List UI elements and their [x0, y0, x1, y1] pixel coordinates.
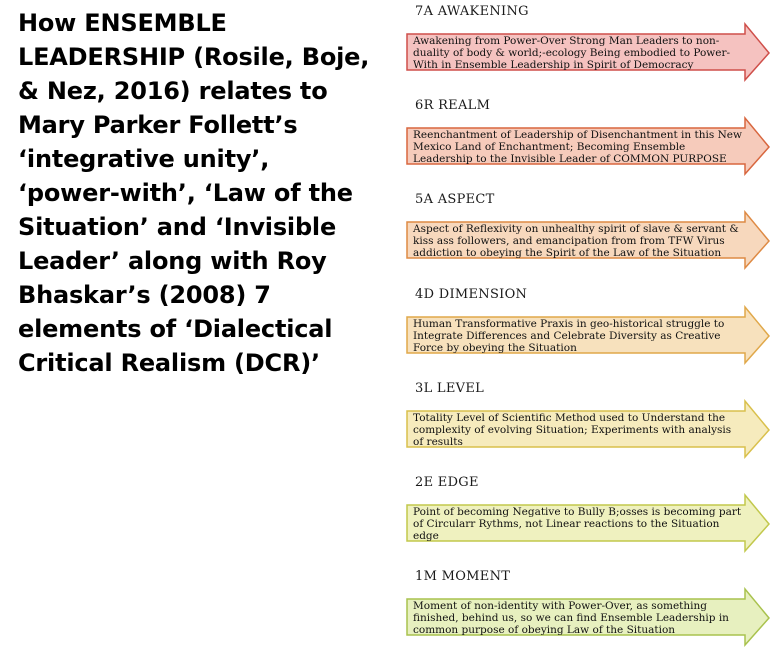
level-description: Awakening from Power-Over Strong Man Leaders to non-duality of body & world;-ecology Being embodied to Power-With in Ensemble Leadership in Spirit of Democracy	[413, 35, 731, 71]
level-5a-aspect	[405, 188, 772, 282]
diagram-title: How ENSEMBLE LEADERSHIP (Rosile, Boje, & Nez, 2016) relates to Mary Parker Follett’s ‘integrative unity’, ‘power-with’, ‘Law of the Situation’ and ‘Invisible Leader’ along with Roy Bhaskar’s (2008) 7 elements of ‘Dialectical Critical Realism (DCR)’	[18, 9, 370, 377]
level-label: 1M MOMENT	[415, 569, 511, 584]
level-description: Reenchantment of Leadership of Disenchantment in this New Mexico Land of Enchantment; Becoming Ensemble Leadership to the Invisible Leader of COMMON PURPOSE	[413, 129, 742, 165]
level-label: 2E EDGE	[415, 475, 479, 490]
level-label: 3L LEVEL	[415, 381, 485, 396]
level-1m-moment	[405, 565, 772, 659]
dcr-level-stack	[405, 0, 772, 664]
level-description: Aspect of Reflexivity on unhealthy spirit of slave & servant & kiss ass followers, and emancipation from from TFW Virus addiction to obeying the Spirit of the Law of the Situation	[413, 223, 739, 259]
level-3l-level	[405, 377, 772, 471]
level-2e-edge	[405, 471, 772, 565]
level-label: 6R REALM	[415, 98, 491, 113]
level-description: Totality Level of Scientific Method used to Understand the complexity of evolving Situation; Experiments with analysis of results	[413, 412, 732, 448]
level-label: 4D DIMENSION	[415, 287, 528, 302]
level-7a-awakening	[405, 0, 772, 94]
level-label: 7A AWAKENING	[415, 4, 529, 19]
level-4d-dimension	[405, 283, 772, 377]
level-label: 5A ASPECT	[415, 192, 495, 207]
level-6r-realm	[405, 94, 772, 188]
level-description: Human Transformative Praxis in geo-historical struggle to Integrate Differences and Celebrate Diversity as Creative Force by obeying the Situation	[413, 318, 725, 354]
level-description: Moment of non-identity with Power-Over, as something finished, behind us, so we can find Ensemble Leadership in common purpose of obeying Law of the Situation	[413, 600, 729, 636]
level-description: Point of becoming Negative to Bully B;osses is becoming part of Circularr Rythms, not Linear reactions to the Situation edge	[413, 506, 742, 542]
